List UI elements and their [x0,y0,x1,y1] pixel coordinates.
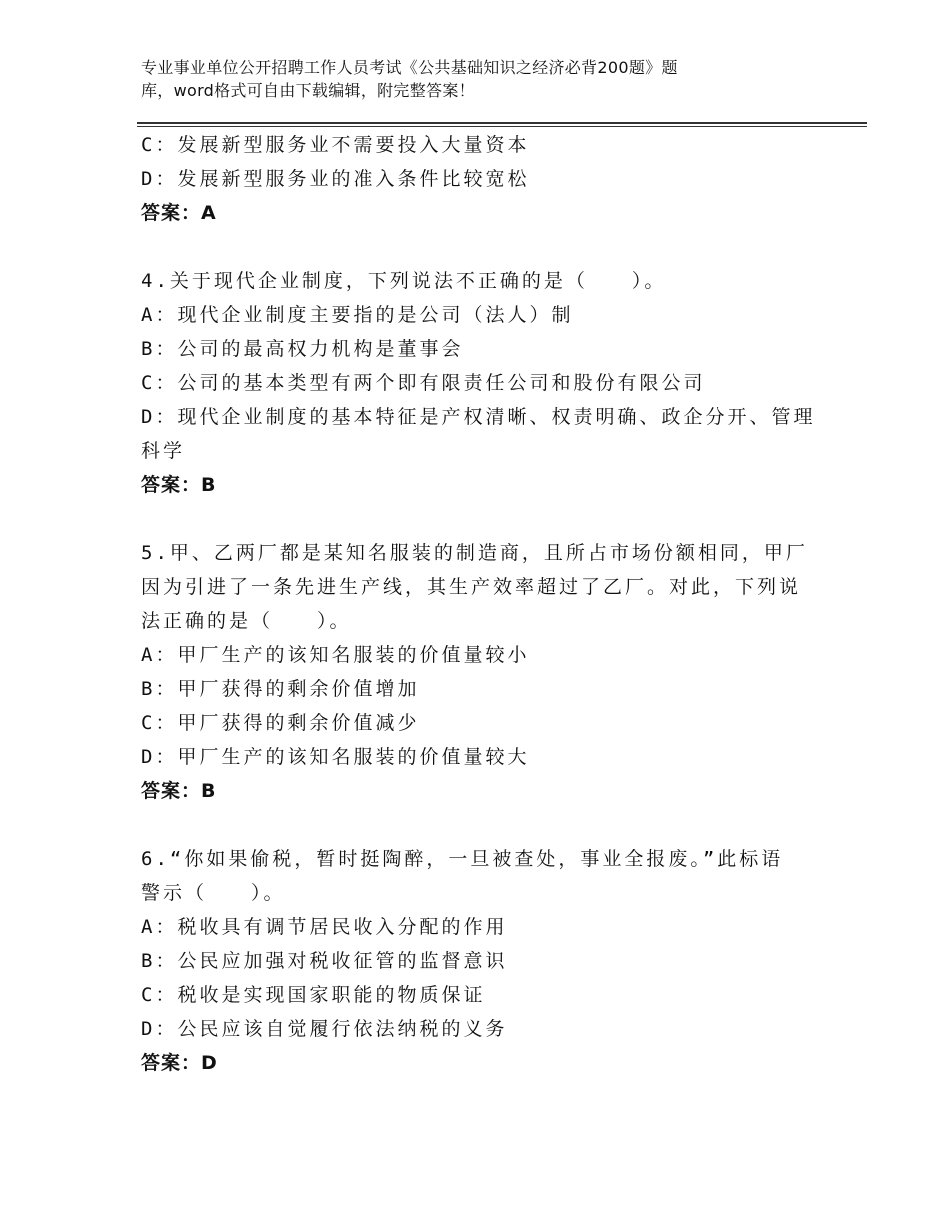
q5-option-c: C：甲厂获得的剩余价值减少 [141,712,420,734]
q4-stem: 4.关于现代企业制度，下列说法不正确的是（ ）。 [141,270,667,292]
q4-option-d-line-1: D：现代企业制度的基本特征是产权清晰、权责明确、政企分开、管理 [141,406,816,428]
q4-option-b: B：公司的最高权力机构是董事会 [141,338,464,360]
spacer [141,502,821,536]
q5-stem-line-2: 因为引进了一条先进生产线，其生产效率超过了乙厂。对此，下列说 [141,576,802,598]
q6-option-d: D：公民应该自觉履行依法纳税的义务 [141,1018,508,1040]
question-5 [141,536,821,808]
q6-option-a: A：税收具有调节居民收入分配的作用 [141,916,508,938]
q5-option-a: A：甲厂生产的该知名服装的价值量较小 [141,644,530,666]
q4-option-d-line-2: 科学 [141,440,186,462]
header-divider [137,122,867,127]
question-3-tail [141,128,821,230]
q6-option-b: B：公民应加强对税收征管的监督意识 [141,950,508,972]
q5-answer: 答案：B [141,780,217,802]
document-body [141,128,821,1080]
header-title-line-1: 专业事业单位公开招聘工作人员考试《公共基础知识之经济必背200题》题 [141,58,678,77]
page-header [141,56,781,102]
question-6 [141,842,821,1080]
q6-stem-line-2: 警示（ ）。 [141,882,286,904]
q4-option-a: A：现代企业制度主要指的是公司（法人）制 [141,304,574,326]
q6-stem-line-1: 6.“你如果偷税，暂时挺陶醉，一旦被查处，事业全报废。”此标语 [141,848,784,870]
q5-option-d: D：甲厂生产的该知名服装的价值量较大 [141,746,530,768]
q5-stem-line-3: 法正确的是（ ）。 [141,610,352,632]
q5-option-b: B：甲厂获得的剩余价值增加 [141,678,420,700]
header-title-line-2: 库，word格式可自由下载编辑，附完整答案！ [141,81,475,100]
q3-answer: 答案：A [141,202,217,224]
q4-answer: 答案：B [141,474,217,496]
q3-option-c: C：发展新型服务业不需要投入大量资本 [141,134,530,156]
q5-stem-line-1: 5.甲、乙两厂都是某知名服装的制造商，且所占市场份额相同，甲厂 [141,542,808,564]
q4-option-c: C：公司的基本类型有两个即有限责任公司和股份有限公司 [141,372,706,394]
q6-answer: 答案：D [141,1052,218,1074]
q6-option-c: C：税收是实现国家职能的物质保证 [141,984,486,1006]
q3-option-d: D：发展新型服务业的准入条件比较宽松 [141,168,530,190]
spacer [141,808,821,842]
question-4 [141,264,821,502]
spacer [141,230,821,264]
